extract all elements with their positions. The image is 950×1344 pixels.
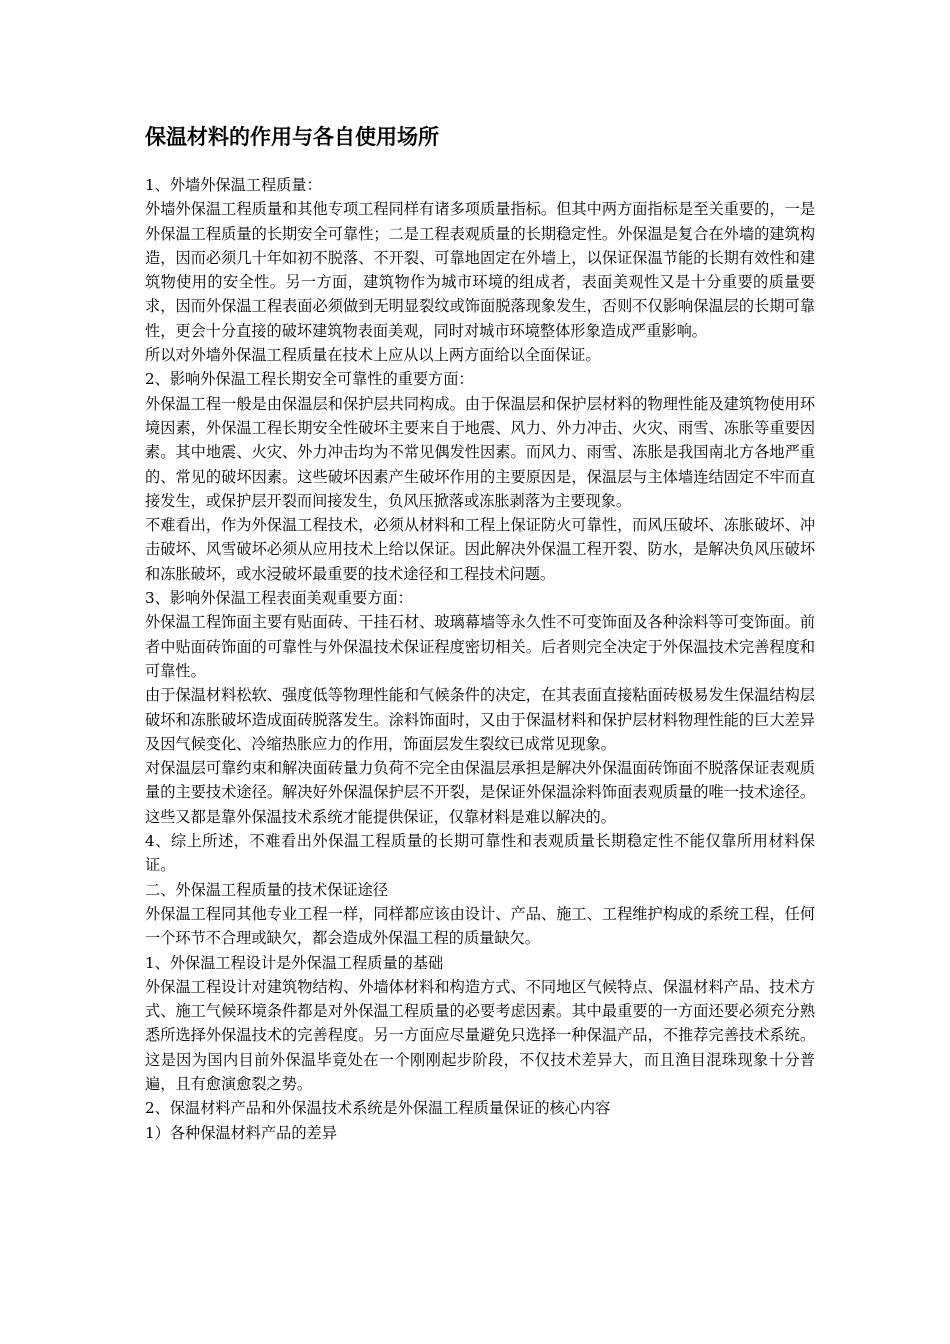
subheading: 1）各种保温材料产品的差异 — [145, 1123, 337, 1142]
heading-3: 3、影响外保温工程表面美观重要方面： — [145, 589, 413, 608]
document-title: 保温材料的作用与各自使用场所 — [145, 124, 439, 149]
paragraph: 外保温工程一般是由保温层和保护层共同构成。由于保温层和保护层材料的物理性能及建筑物使用环境因素，外保温工程长期安全性破坏主要来自于地震、风力、外力冲击、火灾、雨雪、冻胀等重要因素。其中地震、火灾、外力冲击均为不常见偶发性因素。而风力、雨雪、冻胀是我国南北方各地严重的、常见的破坏因素。这些破坏因素产生破坏作用的主要原因是，保温层与主体墙连结固定不牢而直接发生，或保护层开裂而间接发生，负风压掀落或冻胀剥落为主要现象。 — [145, 394, 815, 510]
heading-2: 2、影响外保温工程长期安全可靠性的重要方面： — [145, 370, 474, 389]
paragraph: 外墙外保温工程质量和其他专项工程同样有诸多项质量指标。但其中两方面指标是至关重要的，一是外保温工程质量的长期安全可靠性；二是工程表观质量的长期稳定性。外保温是复合在外墙的建筑构造，因而必须几十年如初不脱落、不开裂、可靠地固定在外墙上，以保证保温节能的长期有效性和建筑物使用的安全性。另一方面，建筑物作为城市环境的组成者，表面美观性又是十分重要的质量要求，因而外保温工程表面必须做到无明显裂纹或饰面脱落现象发生，否则不仅影响保温层的长期可靠性，更会十分直接的破坏建筑物表面美观，同时对城市环境整体形象造成严重影响。 — [145, 200, 815, 340]
subheading: 1、外保温工程设计是外保温工程质量的基础 — [145, 953, 444, 972]
section-heading: 二、外保温工程质量的技术保证途径 — [145, 880, 388, 899]
heading-1: 1、外墙外保温工程质量： — [145, 176, 322, 194]
paragraph: 外保温工程同其他专业工程一样，同样都应该由设计、产品、施工、工程维护构成的系统工程，任何一个环节不合理或缺欠，都会造成外保温工程的质量缺欠。 — [145, 904, 815, 948]
paragraph: 外保温工程设计对建筑物结构、外墙体材料和构造方式、不同地区气候特点、保温材料产品、技术方式、施工气候环境条件都是对外保温工程质量的必要考虑因素。其中最重要的一方面还要必须充分熟悉所选择外保温技术的完善程度。另一方面应尽量避免只选择一种保温产品，不推荐完善技术系统。这是因为国内目前外保温毕竟处在一个刚刚起步阶段，不仅技术差异大，而且渔目混珠现象十分普遍，且有愈演愈裂之势。 — [145, 977, 815, 1093]
subheading: 2、保温材料产品和外保温技术系统是外保温工程质量保证的核心内容 — [145, 1099, 611, 1118]
paragraph: 对保温层可靠约束和解决面砖量力负荷不完全由保温层承担是解决外保温面砖饰面不脱落保证表观质量的主要技术途径。解决好外保温保护层不开裂，是保证外保温涂料饰面表观质量的唯一技术途径。这些又都是靠外保温技术系统才能提供保证，仅靠材料是难以解决的。 — [145, 759, 815, 826]
paragraph: 外保温工程饰面主要有贴面砖、干挂石材、玻璃幕墙等永久性不可变饰面及各种涂料等可变饰面。前者中贴面砖饰面的可靠性与外保温技术保证程度密切相关。后者则完全决定于外保温技术完善程度和可靠性。 — [145, 613, 815, 680]
paragraph: 不难看出，作为外保温工程技术，必须从材料和工程上保证防火可靠性，而风压破坏、冻胀破坏、冲击破坏、风雪破坏必须从应用技术上给以保证。因此解决外保温工程开裂、防水，是解决负风压破坏和冻胀破坏，或水浸破坏最重要的技术途径和工程技术问题。 — [145, 516, 815, 583]
paragraph: 所以对外墙外保温工程质量在技术上应从以上两方面给以全面保证。 — [145, 346, 601, 365]
document-body — [145, 173, 815, 1145]
paragraph: 4、综上所述，不难看出外保温工程质量的长期可靠性和表观质量长期稳定性不能仅靠所用材料保证。 — [145, 832, 815, 875]
paragraph: 由于保温材料松软、强度低等物理性能和气候条件的决定，在其表面直接粘面砖极易发生保温结构层破坏和冻胀破坏造成面砖脱落发生。涂料饰面时，又由于保温材料和保护层材料物理性能的巨大差异及因气候变化、冷缩热胀应力的作用，饰面层发生裂纹已成常见现象。 — [145, 686, 815, 753]
